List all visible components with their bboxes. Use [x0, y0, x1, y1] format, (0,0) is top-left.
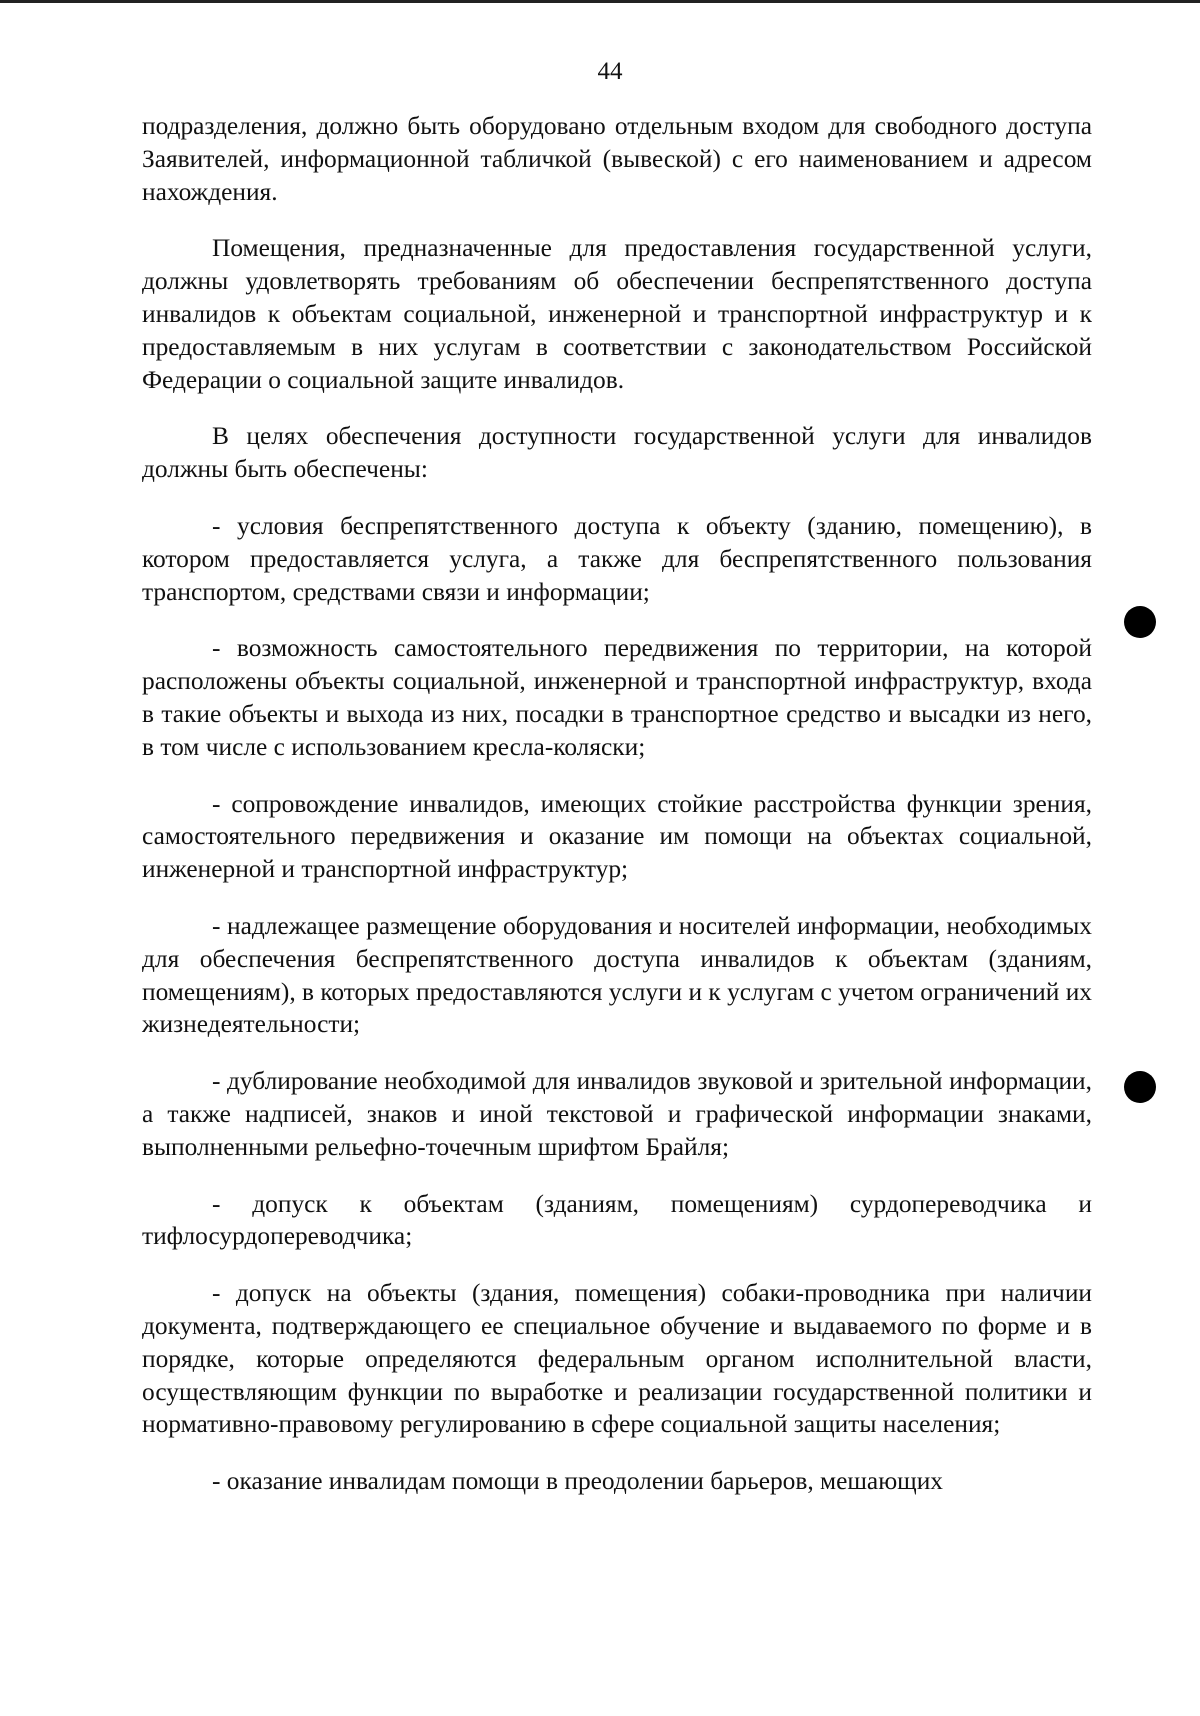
list-item-independent-movement: - возможность самостоятельного передвижения по территории, на которой расположены объекты социальной, инженерной и транспортной инфраструктур, входа в такие объекты и выхода из них, посадки в транспортное средство и высадки из него, в том числе с использованием кресла-коляски; [142, 634, 1092, 761]
list-item-unobstructed-access: - условия беспрепятственного доступа к объекту (зданию, помещению), в котором предоставляется услуга, а также для беспрепятственного пользования транспортом, средствами связи и информации; [142, 511, 1092, 606]
list-item-braille-duplication: - дублирование необходимой для инвалидов звуковой и зрительной информации, а также надписей, знаков и иной текстовой и графической информации знаками, выполненными рельефно-точечным шрифтом Брайля; [142, 1067, 1092, 1161]
paragraph-premises-requirements: Помещения, предназначенные для предоставления государственной услуги, должны удовлетворять требованиям об обеспечении беспрепятственного доступа инвалидов к объектам социальной, инженерной и транспортной инфраструктур и к предоставляемым в них услугам в соответствии с законодательством Российской Федерации о социальной защите инвалидов. [142, 234, 1092, 394]
paragraph-accessibility-goals: В целях обеспечения доступности государственной услуги для инвалидов должны быть обеспечены: [142, 422, 1092, 484]
list-item-escort: - сопровождение инвалидов, имеющих стойкие расстройства функции зрения, самостоятельного передвижения и оказание им помощи на объектах социальной, инженерной и транспортной инфраструктур; [142, 789, 1092, 884]
document-body [142, 110, 1092, 1522]
list-item-equipment-placement: - надлежащее размещение оборудования и носителей информации, необходимых для обеспечения беспрепятственного доступа инвалидов к объектам (зданиям, помещениям), в которых предоставляются услуги и к услугам с учетом ограничений их жизнедеятельности; [142, 911, 1092, 1039]
binder-hole-mark [1124, 606, 1156, 638]
top-border-line [0, 0, 1200, 3]
binder-hole-mark [1124, 1071, 1156, 1103]
list-item-guide-dog: - допуск на объекты (здания, помещения) собаки-проводника при наличии документа, подтверждающего ее специальное обучение и выдаваемого по форме и в порядке, которые определяются федеральным органом исполнительной власти, осуществляющим функции по выработке и реализации государственной политики и нормативно-правовому регулированию в сфере социальной защиты населения; [142, 1279, 1092, 1439]
list-item-barrier-assistance: - оказание инвалидам помощи в преодолении барьеров, мешающих [212, 1467, 943, 1496]
list-item-sign-interpreter: - допуск к объектам (зданиям, помещениям) сурдопереводчика и тифлосурдопереводчика; [142, 1189, 1092, 1251]
page-number: 44 [597, 58, 623, 85]
paragraph-intro-continuation: подразделения, должно быть оборудовано отдельным входом для свободного доступа Заявителей, информационной табличкой (вывеской) с его наименованием и адресом нахождения. [142, 112, 1092, 206]
